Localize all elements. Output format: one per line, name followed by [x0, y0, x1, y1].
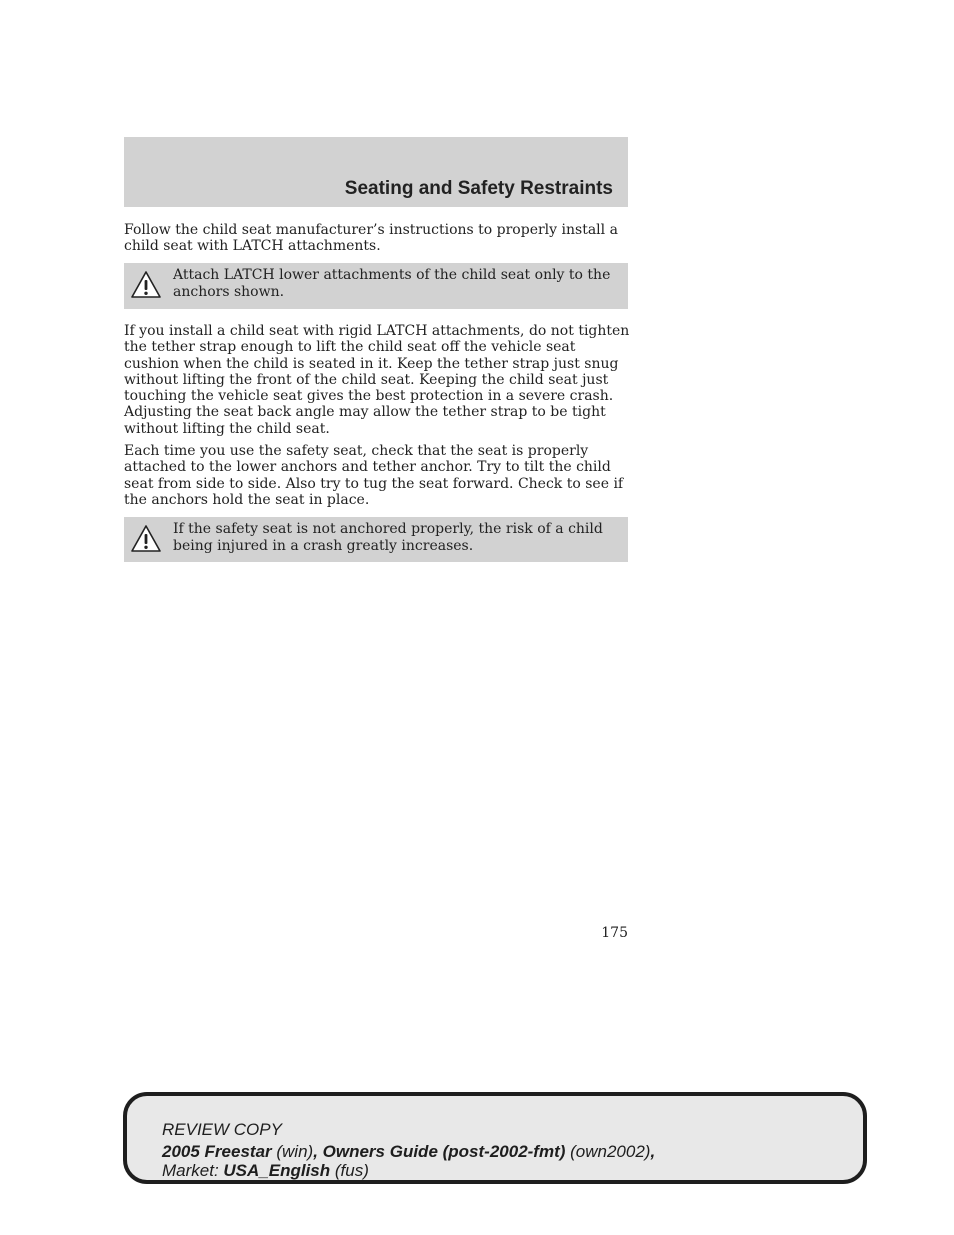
warning-box-latch	[124, 263, 628, 309]
page-number: 175	[601, 925, 628, 941]
document-info-line	[162, 1142, 655, 1162]
review-copy-label: REVIEW COPY	[162, 1120, 282, 1139]
warning-triangle-icon	[130, 270, 162, 299]
review-copy-footer	[123, 1092, 867, 1184]
model-name: 2005 Freestar	[162, 1142, 272, 1161]
model-code: (win)	[271, 1142, 314, 1161]
warning-text-anchor: If the safety seat is not anchored properly, the risk of a child being injured in a crash greatly increases.	[173, 521, 603, 554]
tether-paragraph: If you install a child seat with rigid LATCH attachments, do not tighten the tether strap enough to lift the child seat off the vehicle seat cushion when the child is seated in it. Keep the tether strap just snug without lifting the front of the child seat. Keeping the child seat just touching the vehicle seat gives the best protection in a severe crash. Adjusting the seat back angle may allow the tether strap to be tight without lifting the child seat.	[124, 323, 630, 437]
warning-triangle-icon	[130, 524, 162, 553]
info-comma: ,	[650, 1142, 656, 1161]
intro-paragraph: Follow the child seat manufacturer’s instructions to properly install a child seat with LATCH attachments.	[124, 222, 618, 255]
section-title: Seating and Safety Restraints	[344, 178, 613, 199]
market-name: USA_English	[223, 1161, 331, 1180]
market-code: (fus)	[330, 1161, 369, 1180]
guide-name: , Owners Guide (post-2002-fmt)	[313, 1142, 566, 1161]
market-line	[162, 1161, 369, 1181]
guide-code: (own2002)	[565, 1142, 651, 1161]
section-header-band	[124, 137, 628, 207]
check-paragraph: Each time you use the safety seat, check that the seat is properly attached to the lower anchors and tether anchor. Try to tilt the child seat from side to side. Also try to tug the seat forward. Check to see if the anchors hold the seat in place.	[124, 443, 624, 508]
market-label: Market:	[162, 1161, 224, 1180]
warning-text-latch: Attach LATCH lower attachments of the child seat only to the anchors shown.	[173, 267, 611, 300]
warning-box-anchor	[124, 517, 628, 562]
